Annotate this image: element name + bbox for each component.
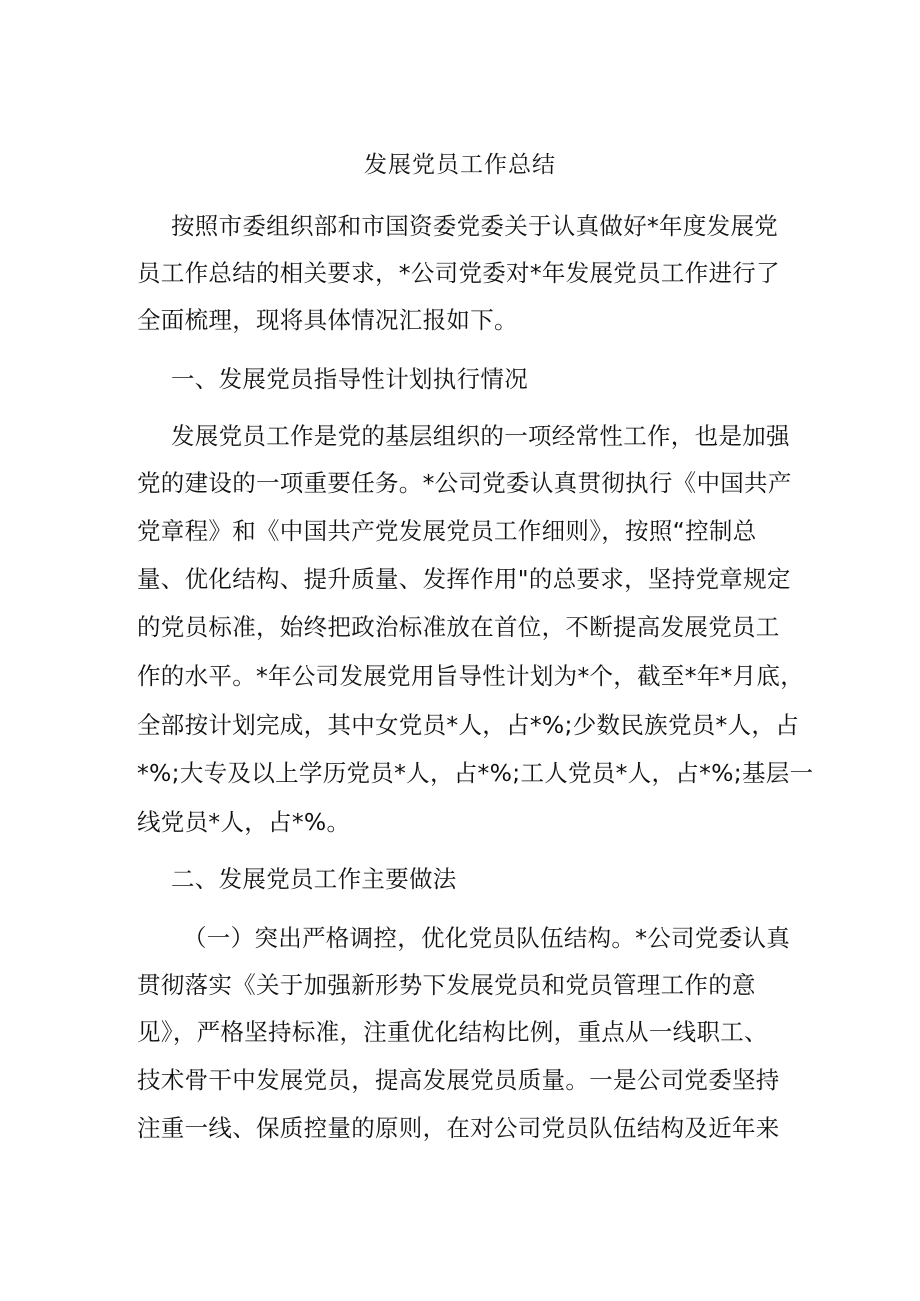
paragraph-line: 线党员*人，占*%。 <box>137 808 351 836</box>
paragraph-line: 量、优化结构、提升质量、发挥作用"的总要求，坚持党章规定 <box>137 565 791 593</box>
section-heading: 二、发展党员工作主要做法 <box>171 865 457 893</box>
paragraph-line: 贯彻落实《关于加强新形势下发展党员和党员管理工作的意 <box>137 971 756 999</box>
paragraph-line: 党章程》和《中国共产党发展党员工作细则》，按照“控制总 <box>137 517 757 545</box>
paragraph-line: *%;大专及以上学历党员*人，占*%;工人党员*人，占*%;基层一 <box>137 759 814 787</box>
paragraph-line: 全部按计划完成，其中女党员*人，占*%;少数民族党员*人，占 <box>137 711 799 739</box>
section-heading: 一、发展党员指导性计划执行情况 <box>171 365 528 393</box>
paragraph-line: 发展党员工作是党的基层组织的一项经常性工作，也是加强 <box>171 422 790 450</box>
subsection-line: （一）突出严格调控，优化党员队伍结构。*公司党委认真 <box>183 924 791 952</box>
paragraph-line: 全面梳理，现将具体情况汇报如下。 <box>137 306 518 334</box>
paragraph-line: 党的建设的一项重要任务。*公司党委认真贯彻执行《中国共产 <box>137 469 792 497</box>
paragraph-line: 员工作总结的相关要求，*公司党委对*年发展党员工作进行了 <box>137 259 780 287</box>
paragraph-line: 的党员标准，始终把政治标准放在首位，不断提高发展党员工 <box>137 613 780 641</box>
document-title: 发展党员工作总结 <box>364 152 556 178</box>
paragraph-line: 注重一线、保质控量的原则，在对公司党员队伍结构及近年来 <box>137 1114 780 1142</box>
paragraph-line: 按照市委组织部和市国资委党委关于认真做好*年度发展党 <box>171 212 779 240</box>
paragraph-line: 技术骨干中发展党员，提高发展党员质量。一是公司党委坚持 <box>137 1066 780 1094</box>
paragraph-line: 作的水平。*年公司发展党用旨导性计划为*个，截至*年*月底， <box>137 662 804 690</box>
paragraph-line: 见》，严格坚持标准，注重优化结构比例，重点从一线职工、 <box>137 1018 768 1046</box>
